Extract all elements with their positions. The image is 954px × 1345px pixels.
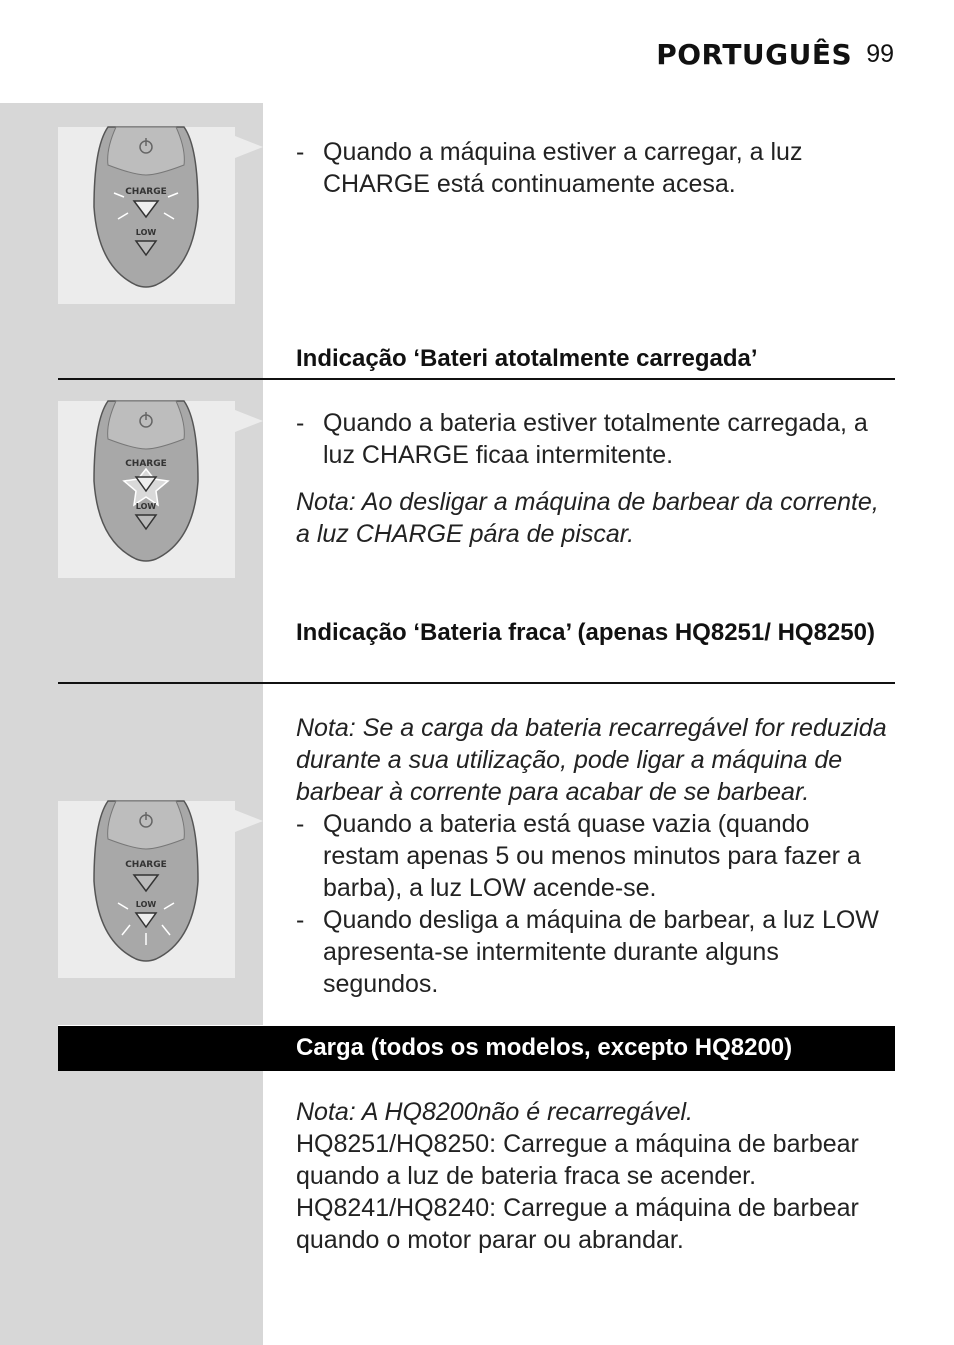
section1-text	[296, 136, 892, 200]
page-header	[656, 36, 894, 72]
shaver-panel-icon	[58, 401, 235, 578]
charge-label: CHARGE	[125, 860, 167, 870]
illustration-pointer	[235, 136, 263, 158]
heading-rule	[58, 682, 895, 684]
low-label: LOW	[135, 228, 157, 237]
language-title: PORTUGUÊS	[656, 37, 853, 71]
charge-label: CHARGE	[125, 187, 167, 197]
list-item: - Quando desliga a máquina de barbear, a luz LOW apresenta-se intermitente durante alguns segundos.	[296, 906, 879, 998]
shaver-indicator-illustration-full	[58, 401, 235, 578]
low-label: LOW	[135, 502, 157, 511]
shaver-indicator-illustration-charging	[58, 127, 235, 304]
paragraph: HQ8241/HQ8240: Carregue a máquina de barbear quando o motor parar ou abrandar.	[296, 1194, 859, 1254]
section4-heading: Carga (todos os modelos, excepto HQ8200)	[296, 1034, 793, 1061]
list-item: - Quando a bateria está quase vazia (quando restam apenas 5 ou menos minutos para fazer a barba), a luz LOW acende-se.	[296, 810, 861, 902]
charge-label: CHARGE	[125, 459, 167, 469]
low-label: LOW	[135, 900, 157, 909]
note-text: Nota: A HQ8200não é recarregável.	[296, 1098, 693, 1126]
shaver-indicator-illustration-low	[58, 801, 235, 978]
section3-text	[296, 712, 892, 1000]
shaver-panel-icon	[58, 801, 235, 978]
section3-heading: Indicação ‘Bateria fraca’ (apenas HQ8251/ HQ8250)	[296, 619, 875, 646]
page-number: 99	[866, 39, 894, 68]
note-text: Nota: Se a carga da bateria recarregável for reduzida durante a sua utilização, pode ligar a máquina de barbear à corrente para acabar de se barbear.	[296, 714, 887, 806]
list-item: - Quando a máquina estiver a carregar, a luz CHARGE está continuamente acesa.	[296, 138, 803, 198]
illustration-pointer	[235, 810, 263, 832]
shaver-panel-icon	[58, 127, 235, 304]
heading-rule	[58, 378, 895, 380]
note-text: Nota: Ao desligar a máquina de barbear da corrente, a luz CHARGE pára de piscar.	[296, 488, 879, 548]
illustration-pointer	[235, 410, 263, 432]
section2-heading: Indicação ‘Bateri atotalmente carregada’	[296, 345, 758, 372]
section2-text	[296, 407, 892, 550]
paragraph: HQ8251/HQ8250: Carregue a máquina de barbear quando a luz de bateria fraca se acender.	[296, 1130, 859, 1190]
list-item: - Quando a bateria estiver totalmente carregada, a luz CHARGE ficaa intermitente.	[296, 409, 868, 469]
section4-text	[296, 1096, 892, 1256]
section4-heading-bar	[58, 1025, 895, 1071]
